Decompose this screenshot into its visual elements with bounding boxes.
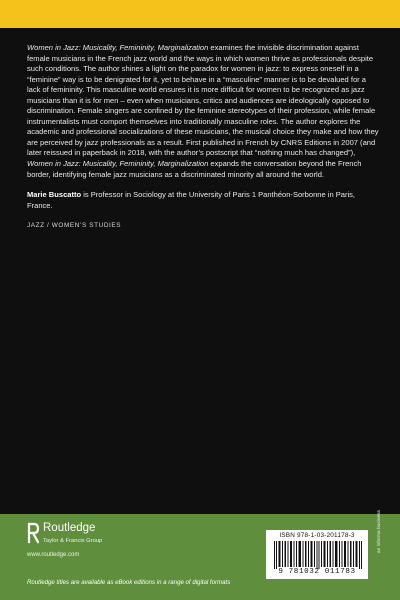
author-name: Marie Buscatto [27, 190, 82, 200]
isbn-label: ISBN 978-1-03-201178-3 [279, 532, 355, 539]
book-title-italic: Women in Jazz: Musicality, Femininity, Marginalization [27, 43, 209, 52]
author-bio [27, 190, 379, 211]
barcode-icon [274, 541, 362, 569]
top-color-band [0, 0, 400, 28]
informa-imprint: an informa business [377, 510, 382, 553]
book-title-italic-2: Women in Jazz: Musicality, Femininity, Marginalization [27, 159, 209, 169]
publisher-website[interactable]: www.routledge.com [27, 552, 80, 558]
publisher-brand: Routledge [43, 522, 96, 534]
publisher-group: Taylor & Francis Group [43, 538, 103, 544]
author-bio-text: is Professor in Sociology at the University of Paris 1 Panthéon-Sorbonne in Paris, France. [27, 190, 356, 210]
isbn-barcode-box [266, 530, 368, 579]
description-part-2: expands the conversation beyond the French border, identifying female jazz musicians as a discriminated minority all around the world. [27, 159, 362, 179]
ebook-note: Routledge titles are available as eBook editions in a range of digital formats [27, 579, 231, 586]
routledge-r-logo-icon [27, 522, 39, 544]
description-part-1: examines the invisible discrimination against female musicians in the French jazz world and the ways in which women thrive as professionals despite such conditions. The author shines a light on the paradox for women in jazz: to express oneself in a “feminine” way is to be denigrated for it, yet to behave in a “masculine” manner is to be devalued for a lack of femininity. This masculine world ensures it is more difficult for women to be recognized as jazz musicians than it is for men – even when musicians, critics and audiences are ideologically opposed to discrimination. Female singers are confined by the feminine stereotypes of their profession, while female instrumentalists must comport themselves into traditionally masculine roles. The author explores the academic and professional socializations of these musicians, the musical choice they make and how they are perceived by jazz professionals as a result. First published in French by CNRS Editions in 2007 (and later reissued in paperback in 2018, with the author’s postscript that “nothing much has changed”), [27, 43, 379, 158]
back-cover-text [27, 43, 379, 229]
isbn-digits: 9 781032 011783 [278, 568, 356, 576]
subject-category: JAZZ / WOMEN’S STUDIES [27, 222, 122, 230]
book-description [27, 43, 379, 180]
